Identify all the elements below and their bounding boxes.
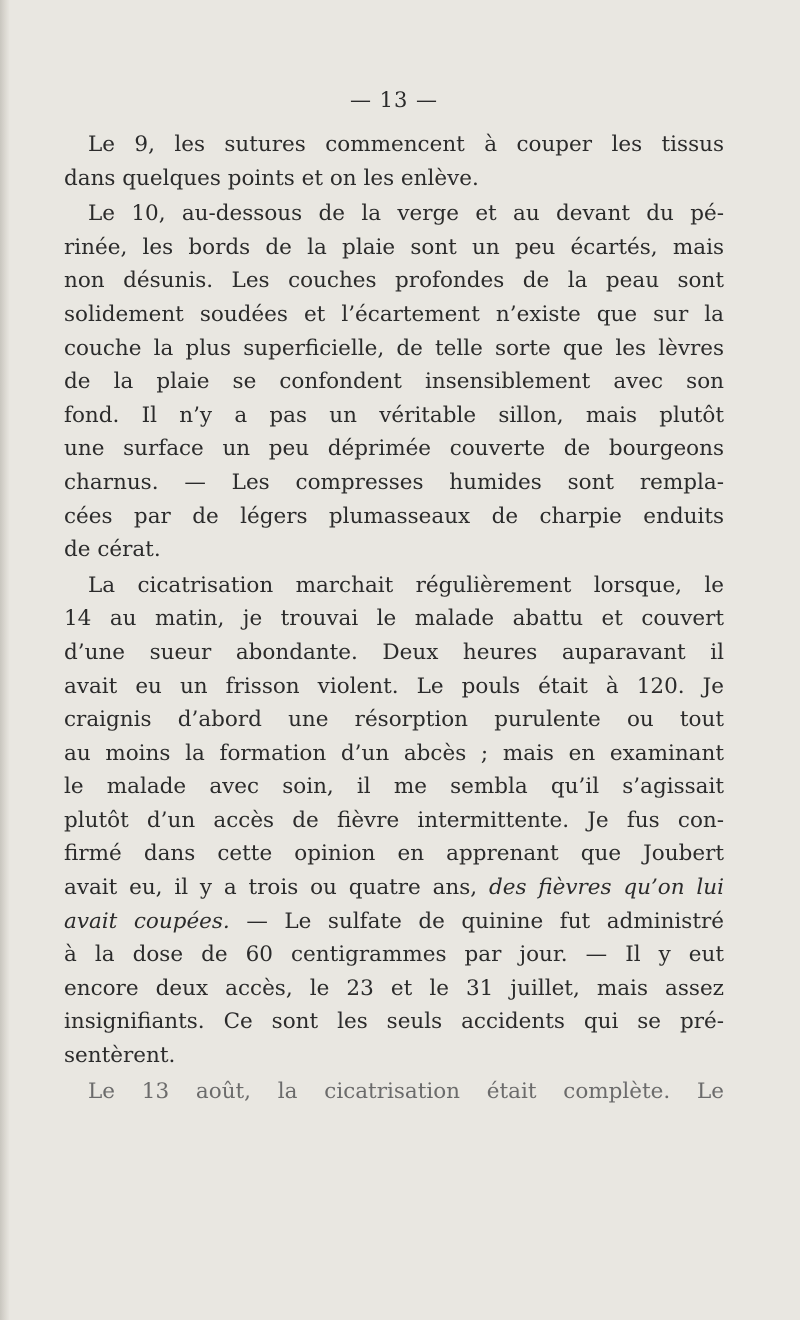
paragraph xyxy=(64,128,724,195)
text-line: fond. Il n’y a pas un véritable sillon, mais plutôt xyxy=(64,402,724,428)
text-line: avait coupées. — Le sulfate de quinine fut administré xyxy=(64,908,724,934)
text-line: une surface un peu déprimée couverte de bourgeons xyxy=(64,436,724,462)
paragraph xyxy=(64,197,724,567)
text-line: d’une sueur abondante. Deux heures auparavant il xyxy=(64,639,724,665)
page-number: — 13 — xyxy=(349,88,439,112)
text-line: encore deux accès, le 23 et le 31 juillet, mais assez xyxy=(64,975,724,1001)
text-line: rinée, les bords de la plaie sont un peu écartés, mais xyxy=(64,234,724,260)
text-line: solidement soudées et l’écartement n’existe que sur la xyxy=(64,301,724,327)
text-line: de cérat. xyxy=(64,537,161,563)
text-line: cées par de légers plumasseaux de charpie enduits xyxy=(64,503,724,529)
scan-shadow-edge xyxy=(0,0,10,1320)
text-line: 14 au matin, je trouvai le malade abattu et couvert xyxy=(64,606,724,632)
text-line: le malade avec soin, il me sembla qu’il s’agissait xyxy=(64,774,724,800)
text-line: Le 13 août, la cicatrisation était complète. Le xyxy=(88,1078,724,1104)
text-line: au moins la formation d’un abcès ; mais en examinant xyxy=(64,740,724,766)
text-line: firmé dans cette opinion en apprenant que Joubert xyxy=(64,841,724,867)
text-line: de la plaie se confondent insensiblement avec son xyxy=(64,369,724,395)
text-line: Le 10, au-dessous de la verge et au devant du pé- xyxy=(88,201,724,227)
text-line: à la dose de 60 centigrammes par jour. — Il y eut xyxy=(64,942,724,968)
text-line: craignis d’abord une résorption purulente ou tout xyxy=(64,707,724,733)
text-line: La cicatrisation marchait régulièrement lorsque, le xyxy=(88,572,724,598)
paragraph xyxy=(64,1075,724,1109)
text-line: sentèrent. xyxy=(64,1043,176,1069)
text-line: charnus. — Les compresses humides sont rempla- xyxy=(64,469,724,495)
body-text xyxy=(64,128,724,1110)
text-line: plutôt d’un accès de fièvre intermittente. Je fus con- xyxy=(64,807,724,833)
text-line: Le 9, les sutures commencent à couper les tissus xyxy=(88,132,724,157)
text-line: insignifiants. Ce sont les seuls accidents qui se pré- xyxy=(64,1009,724,1035)
text-line: couche la plus superficielle, de telle sorte que les lèvres xyxy=(64,335,724,361)
paragraph xyxy=(64,569,724,1073)
book-page xyxy=(64,0,724,1320)
text-line: non désunis. Les couches profondes de la peau sont xyxy=(64,268,724,294)
text-line: avait eu un frisson violent. Le pouls était à 120. Je xyxy=(64,673,724,699)
text-line: dans quelques points et on les enlève. xyxy=(64,165,479,191)
text-line: avait eu, il y a trois ou quatre ans, des fièvres qu’on lui xyxy=(64,875,725,901)
